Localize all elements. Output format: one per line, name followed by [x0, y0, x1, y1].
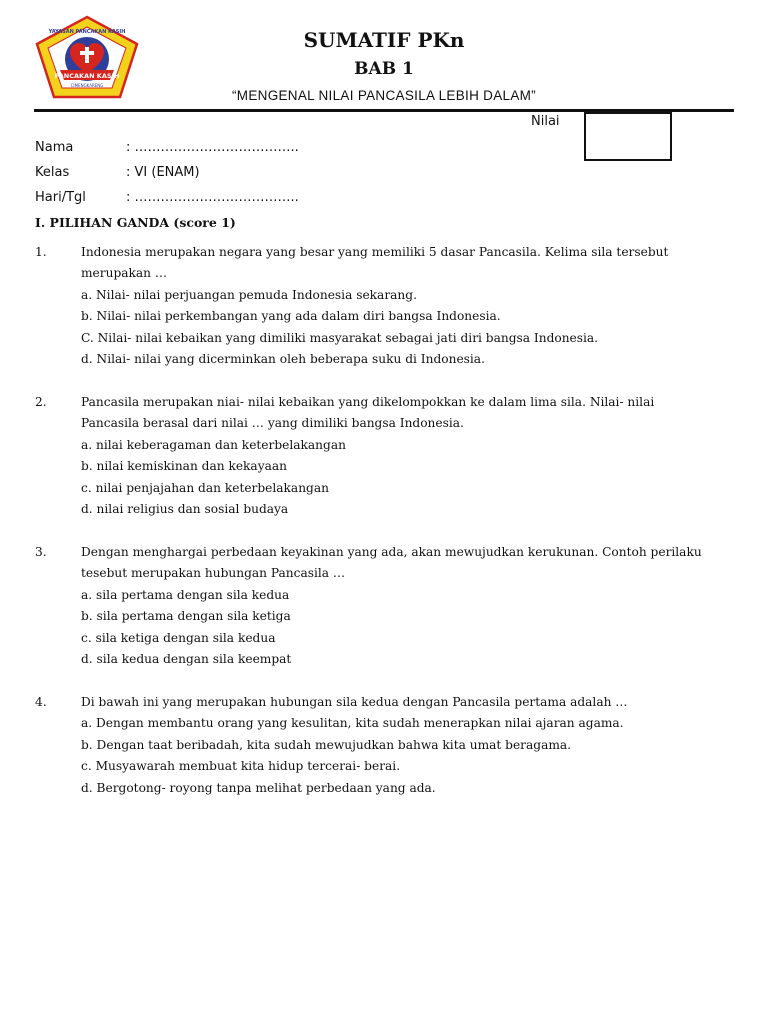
- answer-option[interactable]: d. Nilai- nilai yang dicerminkan oleh beberapa suku di Indonesia.: [81, 352, 485, 366]
- answer-option[interactable]: c. Musyawarah membuat kita hidup tercerai- berai.: [81, 759, 401, 773]
- date-field[interactable]: : ………………………………..: [126, 190, 299, 205]
- svg-text:CIMENGKARENG: CIMENGKARENG: [70, 83, 104, 88]
- class-value: : VI (ENAM): [126, 165, 200, 180]
- answer-option[interactable]: d. nilai religius dan sosial budaya: [81, 502, 289, 516]
- question-text: Pancasila merupakan niai- nilai kebaikan yang dikelompokkan ke dalam lima sila. Nilai- nilai: [81, 395, 655, 409]
- section-title: I. PILIHAN GANDA (score 1): [35, 215, 236, 230]
- question-text: Indonesia merupakan negara yang besar yang memiliki 5 dasar Pancasila. Kelima sila tersebut: [81, 245, 669, 259]
- page-title: SUMATIF PKn: [303, 28, 465, 52]
- question-number: 3.: [35, 545, 47, 559]
- question-text: tesebut merupakan hubungan Pancasila …: [81, 566, 346, 580]
- question-text: merupakan …: [81, 266, 168, 280]
- svg-text:PANCAKAN KASIH: PANCAKAN KASIH: [54, 72, 120, 80]
- info-label: Nama: [35, 140, 74, 155]
- answer-option[interactable]: C. Nilai- nilai kebaikan yang dimiliki masyarakat sebagai jati diri bangsa Indonesia.: [81, 331, 599, 345]
- info-label: Hari/Tgl: [35, 190, 86, 205]
- question-text: Pancasila berasal dari nilai … yang dimiliki bangsa Indonesia.: [81, 416, 464, 430]
- answer-option[interactable]: b. nilai kemiskinan dan kekayaan: [81, 459, 287, 473]
- answer-option[interactable]: c. sila ketiga dengan sila kedua: [81, 631, 276, 645]
- answer-option[interactable]: d. Bergotong- royong tanpa melihat perbedaan yang ada.: [81, 781, 436, 795]
- question-text: Di bawah ini yang merupakan hubungan sila kedua dengan Pancasila pertama adalah …: [81, 695, 628, 709]
- chapter-title: BAB 1: [354, 59, 414, 79]
- question-number: 4.: [35, 695, 47, 709]
- score-label: Nilai: [531, 114, 560, 129]
- name-field[interactable]: : ………………………………..: [126, 140, 299, 155]
- page-subtitle: “MENGENAL NILAI PANCASILA LEBIH DALAM”: [232, 88, 536, 103]
- question-text: Dengan menghargai perbedaan keyakinan yang ada, akan mewujudkan kerukunan. Contoh perilaku: [81, 545, 702, 559]
- answer-option[interactable]: a. nilai keberagaman dan keterbelakangan: [81, 438, 346, 452]
- answer-option[interactable]: a. Nilai- nilai perjuangan pemuda Indonesia sekarang.: [81, 288, 417, 302]
- question-number: 1.: [35, 245, 47, 259]
- info-label: Kelas: [35, 165, 70, 180]
- score-box[interactable]: [584, 112, 672, 161]
- answer-option[interactable]: b. Dengan taat beribadah, kita sudah mewujudkan bahwa kita umat beragama.: [81, 738, 572, 752]
- svg-text:YAYASAN PANCAKAN KASIH: YAYASAN PANCAKAN KASIH: [48, 29, 126, 35]
- question-number: 2.: [35, 395, 47, 409]
- answer-option[interactable]: b. sila pertama dengan sila ketiga: [81, 609, 291, 623]
- answer-option[interactable]: d. sila kedua dengan sila keempat: [81, 652, 292, 666]
- answer-option[interactable]: a. sila pertama dengan sila kedua: [81, 588, 290, 602]
- answer-option[interactable]: a. Dengan membantu orang yang kesulitan, kita sudah menerapkan nilai ajaran agama.: [81, 716, 624, 730]
- answer-option[interactable]: b. Nilai- nilai perkembangan yang ada dalam diri bangsa Indonesia.: [81, 309, 501, 323]
- answer-option[interactable]: c. nilai penjajahan dan keterbelakangan: [81, 481, 329, 495]
